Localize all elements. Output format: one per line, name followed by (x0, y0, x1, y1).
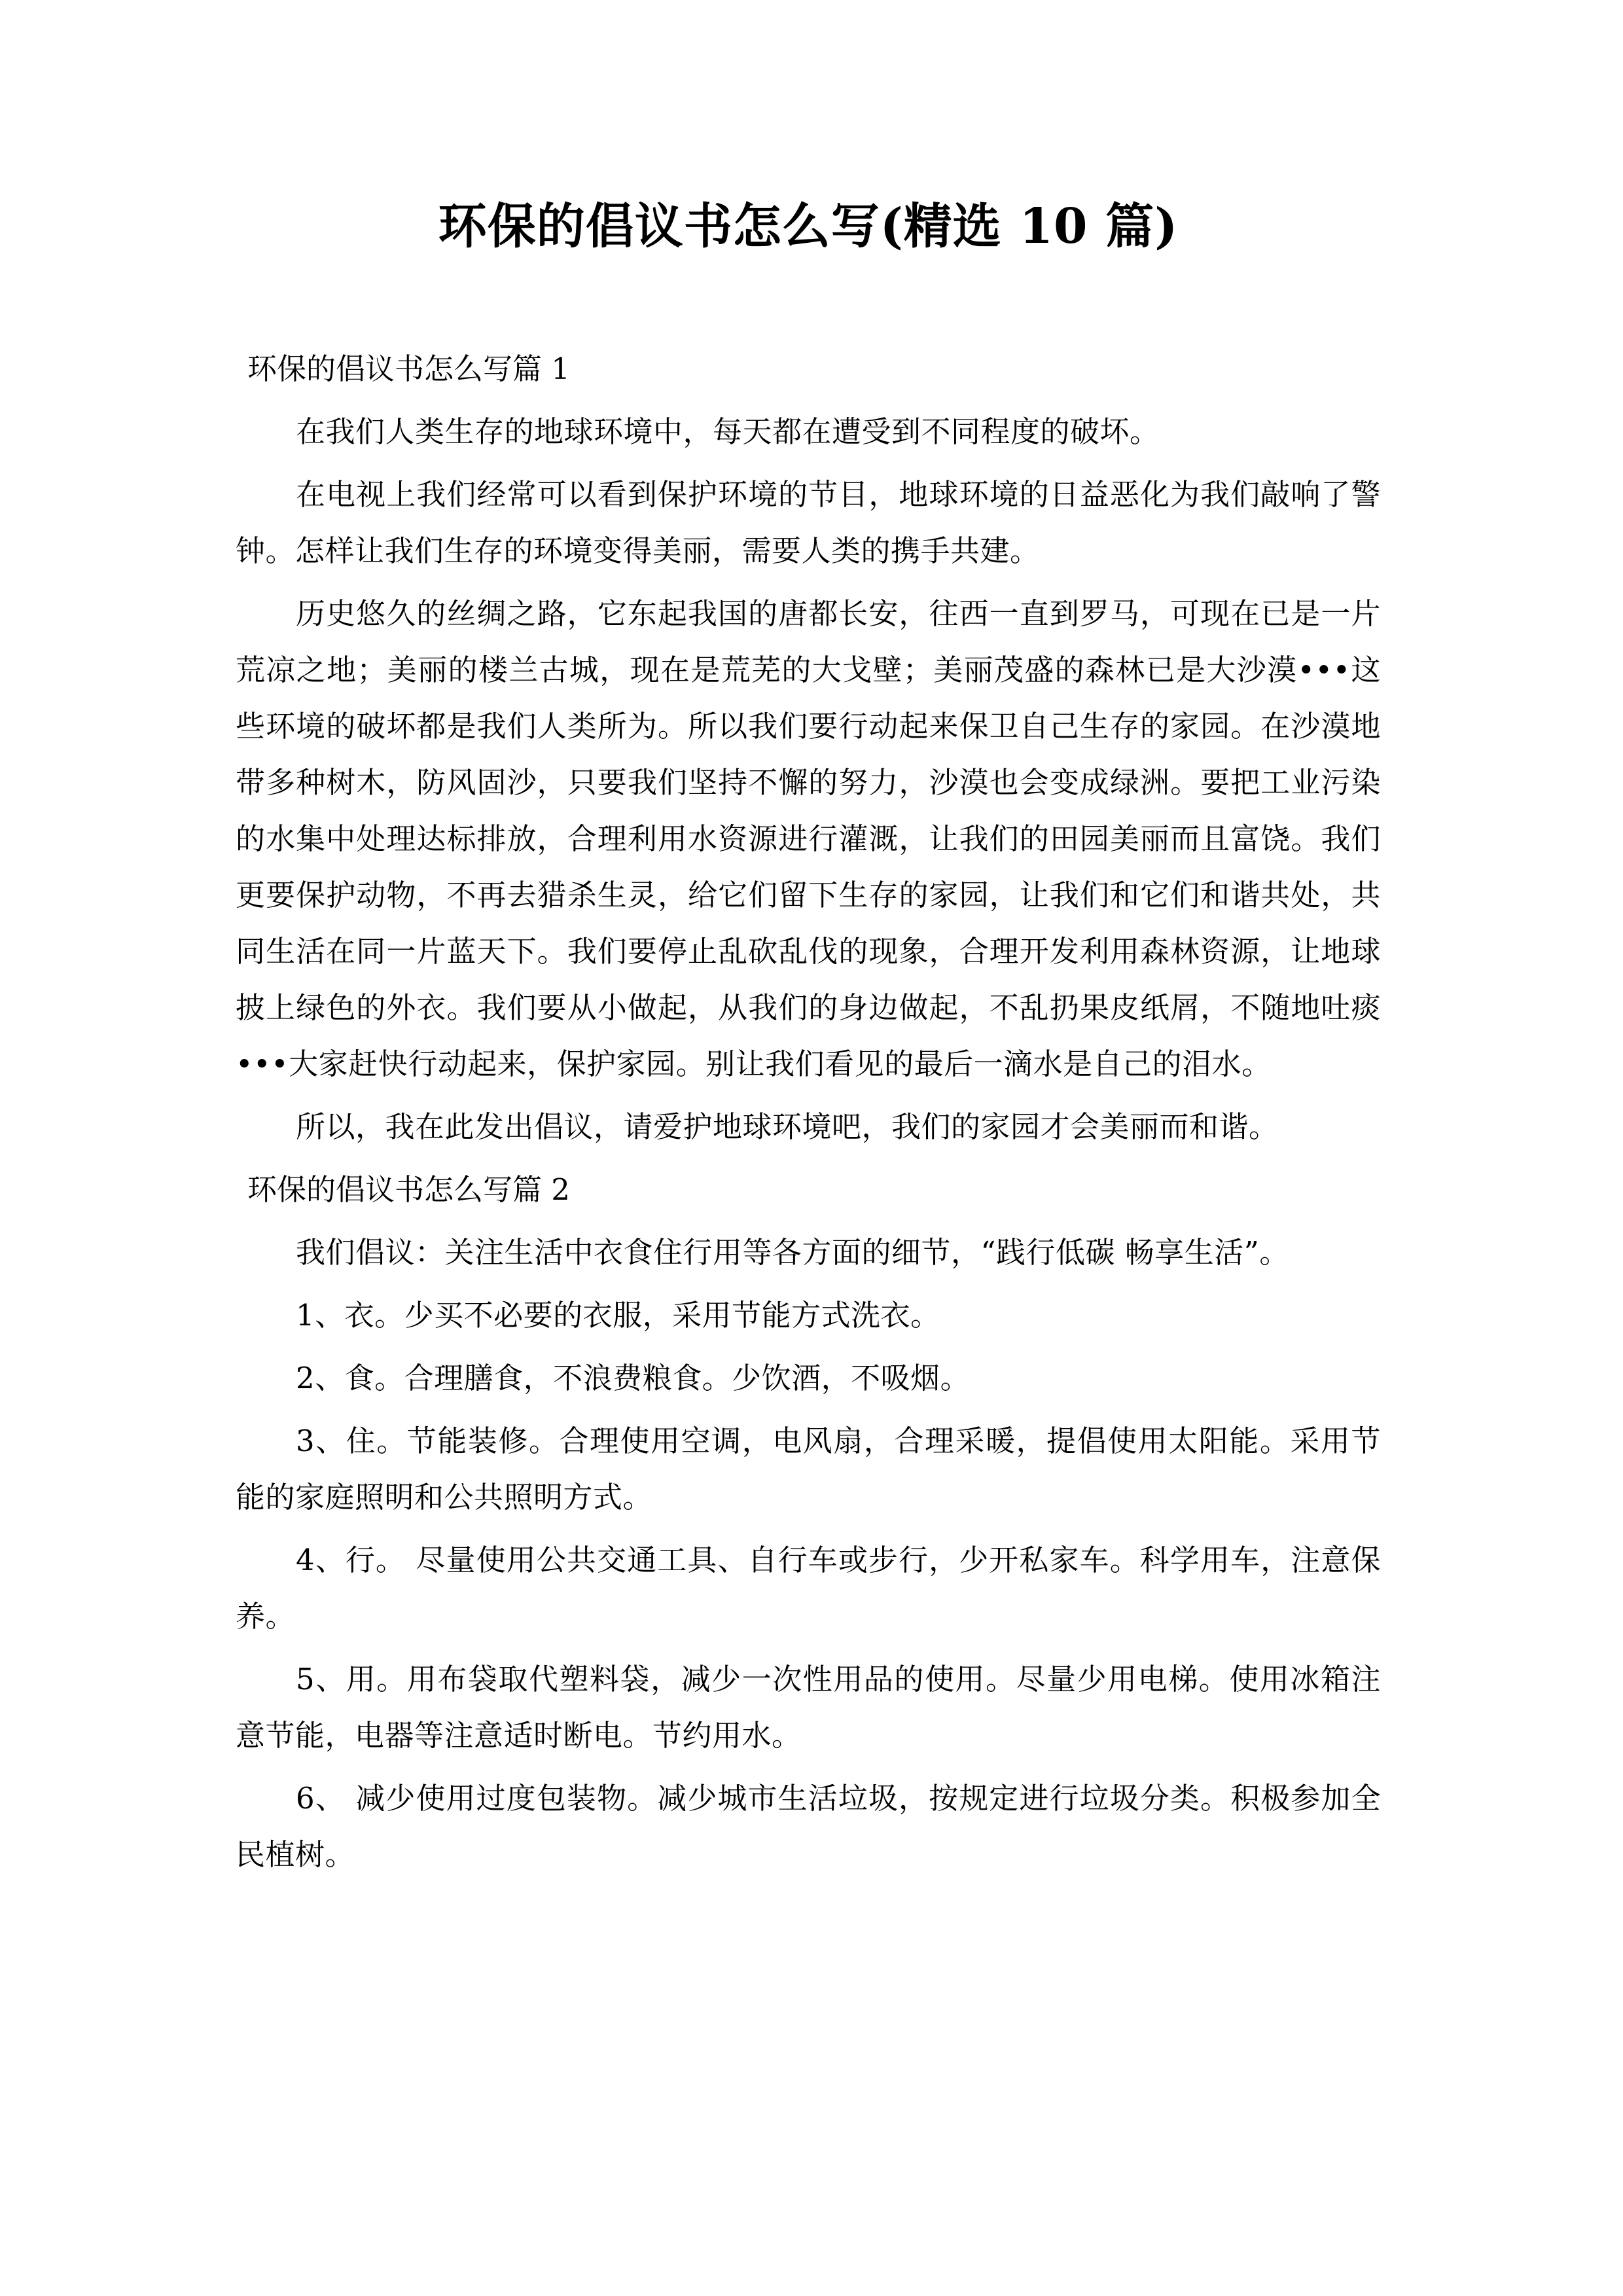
spacer (236, 1645, 1381, 1651)
section-2-list-item-2: 2、食。合理膳食，不浪费粮食。少饮酒，不吸烟。 (296, 1360, 971, 1395)
section-2-list-item-6: 6、 减少使用过度包装物。减少城市生活垃圾，按规定进行垃圾分类。积极参加全民植树。 (236, 1780, 1381, 1872)
section-1-paragraph-3: 历史悠久的丝绸之路，它东起我国的唐都长安，往西一直到罗马，可现在已是一片荒凉之地；美丽的楼兰古城，现在是荒芜的大戈壁；美丽茂盛的森林已是大沙漠•••这些环境的破坏都是我们人类所为。所以我们要行动起来保卫自己生存的家园。在沙漠地带多种树木，防风固沙，只要我们坚持不懈的努力，沙漠也会变成绿洲。要把工业污染的水集中处理达标排放，合理利用水资源进行灌溉，让我们的田园美丽而且富饶。我们更要保护动物，不再去猎杀生灵，给它们留下生存的家园，让我们和它们和谐共处，共同生活在同一片蓝天下。我们要停止乱砍乱伐的现象，合理开发利用森林资源，让地球披上绿色的外衣。我们要从小做起，从我们的身边做起，不乱扔果皮纸屑，不随地吐痰•••大家赶快行动起来，保护家园。别让我们看见的最后一滴水是自己的泪水。 (236, 596, 1381, 1081)
spacer (236, 1407, 1381, 1413)
page-title: 环保的倡议书怎么写(精选 10 篇) (438, 198, 1179, 255)
section-1-heading: 环保的倡议书怎么写篇 1 (247, 351, 570, 386)
title-spacer (236, 257, 1381, 341)
spacer (236, 1092, 1381, 1099)
section-2-list-item-1: 1、衣。少买不必要的衣服，采用节能方式洗衣。 (296, 1297, 940, 1333)
spacer (236, 397, 1381, 404)
section-2-list-item-5: 5、用。用布袋取代塑料袋，减少一次性用品的使用。尽量少用电梯。使用冰箱注意节能，电器等注意适时断电。节约用水。 (236, 1661, 1381, 1753)
spacer (236, 1218, 1381, 1225)
section-2 (236, 1162, 1381, 1883)
section-2-intro: 我们倡议：关注生活中衣食住行用等各方面的细节，“践行低碳 畅享生活”。 (296, 1234, 1289, 1270)
section-1 (236, 341, 1381, 1155)
section-1-paragraph-2: 在电视上我们经常可以看到保护环境的节目，地球环境的日益恶化为我们敲响了警钟。怎样让我们生存的环境变得美丽，需要人类的携手共建。 (236, 476, 1381, 568)
section-1-paragraph-1: 在我们人类生存的地球环境中，每天都在遭受到不同程度的破坏。 (296, 414, 1160, 449)
spacer (236, 1526, 1381, 1532)
page-content (236, 0, 1381, 1883)
section-2-list-item-3: 3、住。节能装修。合理使用空调，电风扇，合理采暖，提倡使用太阳能。采用节能的家庭照明和公共照明方式。 (236, 1423, 1381, 1515)
spacer (236, 579, 1381, 586)
spacer (236, 460, 1381, 467)
section-2-heading: 环保的倡议书怎么写篇 2 (247, 1172, 570, 1207)
spacer (236, 1281, 1381, 1287)
spacer (236, 1764, 1381, 1770)
section-2-list-item-4: 4、行。 尽量使用公共交通工具、自行车或步行，少开私家车。科学用车，注意保养。 (236, 1542, 1381, 1634)
spacer (236, 1344, 1381, 1350)
section-1-paragraph-4: 所以，我在此发出倡议，请爱护地球环境吧，我们的家园才会美丽而和谐。 (296, 1109, 1279, 1144)
section-gap (236, 1155, 1381, 1162)
